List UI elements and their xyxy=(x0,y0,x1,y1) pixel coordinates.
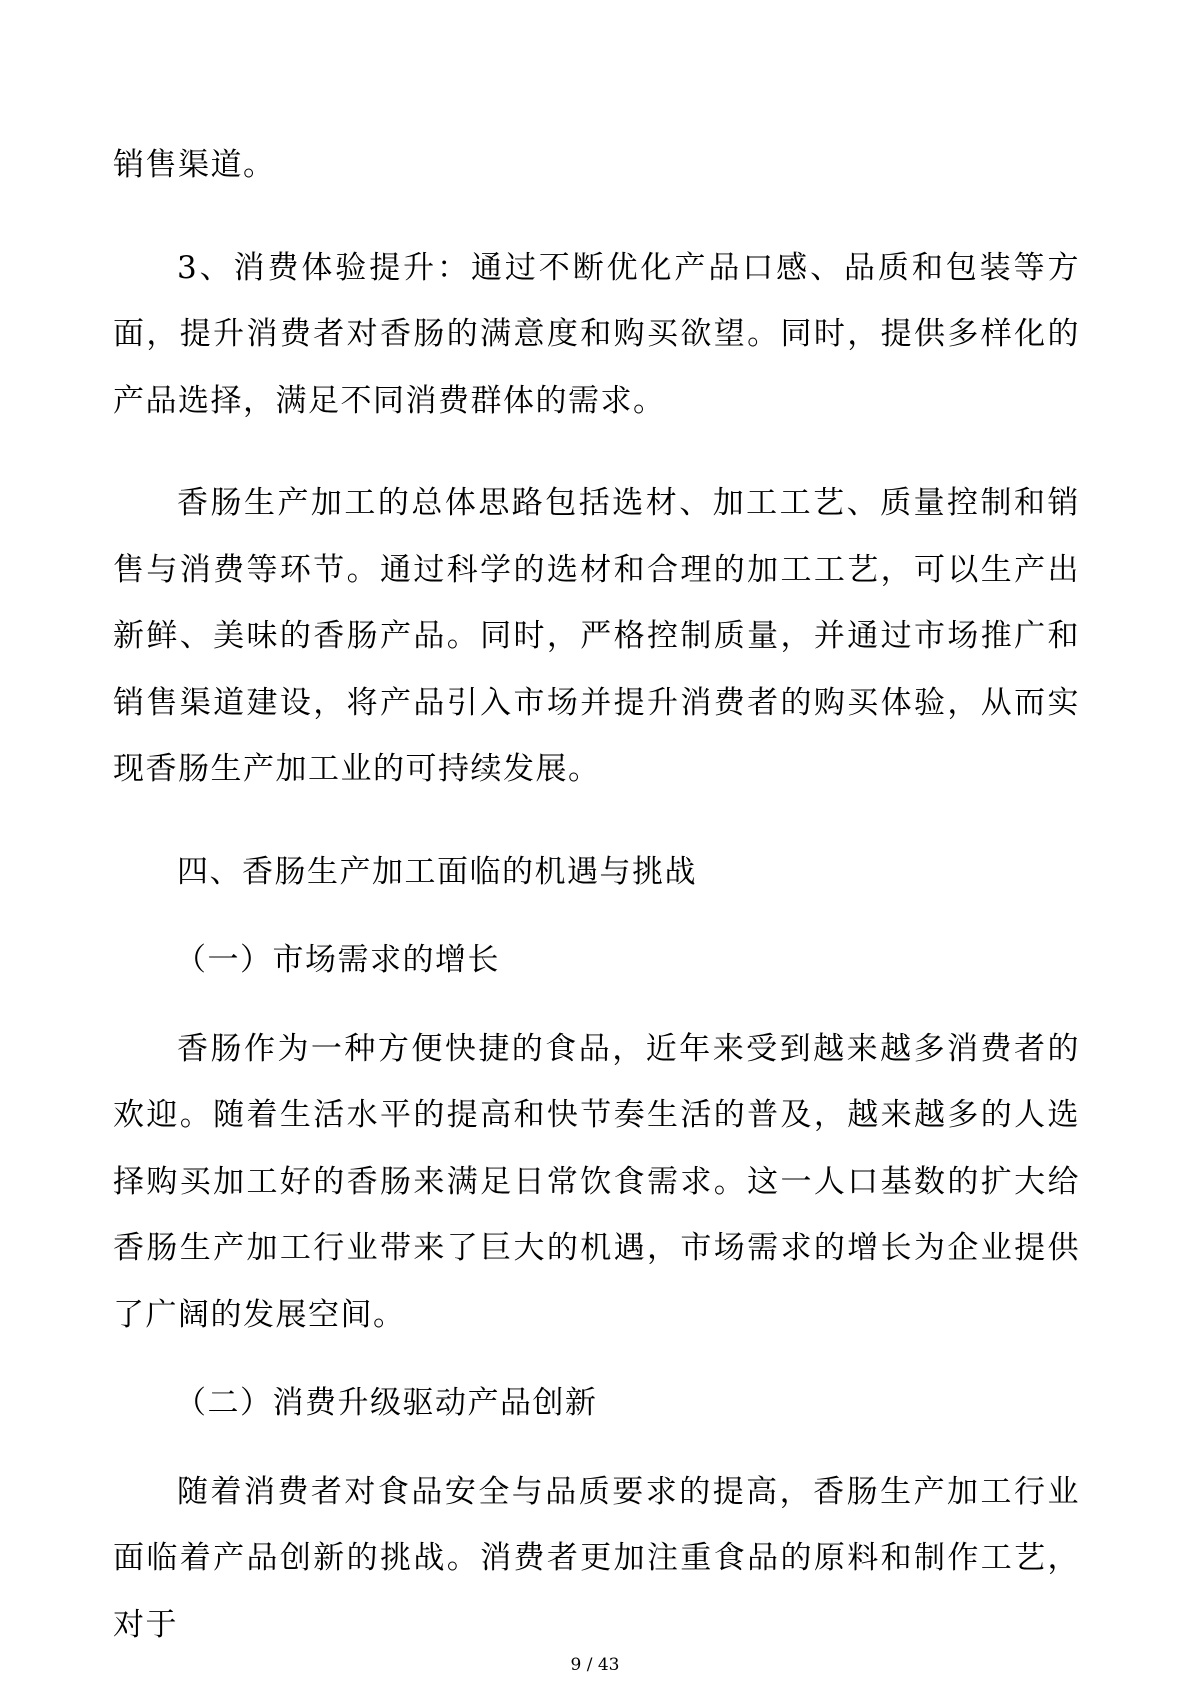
paragraph-market-demand: 香肠作为一种方便快捷的食品，近年来受到越来越多消费者的欢迎。随着生活水平的提高和快节奏生活的普及，越来越多的人选择购买加工好的香肠来满足日常饮食需求。这一人口基数的扩大给香肠生产加工行业带来了巨大的机遇，市场需求的增长为企业提供了广阔的发展空间。 xyxy=(113,1030,1080,1333)
paragraph-continuation: 销售渠道。 xyxy=(113,147,276,183)
paragraph-consumption-experience: 3、消费体验提升：通过不断优化产品口感、品质和包装等方面，提升消费者对香肠的满意度和购买欲望。同时，提供多样化的产品选择，满足不同消费群体的需求。 xyxy=(113,249,1080,419)
subheading-consumption-upgrade: （二）消费升级驱动产品创新 xyxy=(175,1385,598,1421)
paragraph-product-innovation: 随着消费者对食品安全与品质要求的提高，香肠生产加工行业面临着产品创新的挑战。消费者更加注重食品的原料和制作工艺，对于 xyxy=(113,1473,1080,1643)
page-body xyxy=(113,132,1080,1658)
subheading-market-demand: （一）市场需求的增长 xyxy=(175,942,500,978)
section-heading-opportunities-challenges: 四、香肠生产加工面临的机遇与挑战 xyxy=(177,853,697,890)
paragraph-overall-approach: 香肠生产加工的总体思路包括选材、加工工艺、质量控制和销售与消费等环节。通过科学的选材和合理的加工工艺，可以生产出新鲜、美味的香肠产品。同时，严格控制质量，并通过市场推广和销售渠道建设，将产品引入市场并提升消费者的购买体验，从而实现香肠生产加工业的可持续发展。 xyxy=(113,485,1080,787)
page-number: 9 / 43 xyxy=(570,1655,620,1675)
